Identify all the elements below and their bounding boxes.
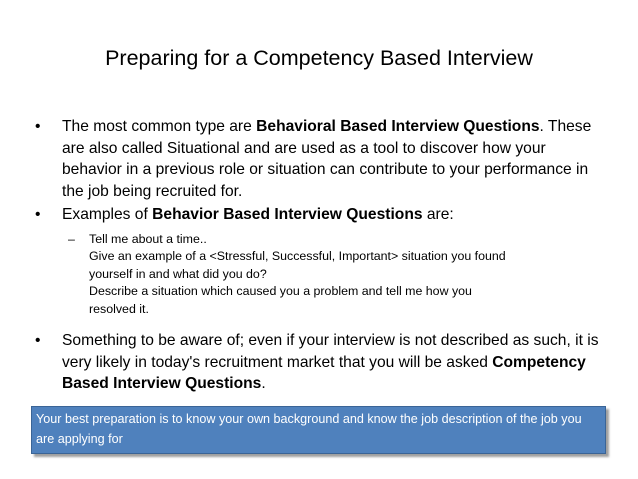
sub-bullet-examples (68, 231, 599, 318)
bullet-text-post: . These are also called Situational and are used as a tool to discover how your behavior in a previous role or situation can contribute to your performance in the job being recruited for. (62, 118, 592, 200)
bullet-icon: • (35, 206, 41, 223)
sub-bullet-line: resolved it. (89, 301, 149, 316)
sub-bullet-line: Give an example of a <Stressful, Successful, Important> situation you found (89, 249, 506, 264)
dash-icon: – (68, 232, 75, 246)
bullet-text-pre: Examples of (62, 206, 153, 223)
bullet-text-pre: The most common type are (62, 118, 257, 135)
bullet-item-awareness (35, 330, 607, 395)
sub-bullet-line: yourself in and what did you do? (89, 266, 267, 281)
bullet-icon: • (35, 118, 41, 135)
bullet-icon: • (35, 332, 41, 349)
sub-bullet-line: Describe a situation which caused you a problem and tell me how you (89, 284, 472, 299)
bullet-text-bold: Behavioral Based Interview Questions (256, 118, 540, 135)
bullet-item-behavioral (35, 116, 607, 202)
sub-bullet-line: Tell me about a time.. (89, 232, 207, 246)
note-callout-box: Your best preparation is to know your own background and know the job description of the job you are applying for (31, 406, 606, 454)
bullet-item-examples (35, 204, 607, 226)
bullet-text-post: . (261, 375, 266, 392)
bullet-text-post: are: (422, 206, 454, 223)
bullet-text-bold: Competency Based Interview Questions (62, 353, 586, 392)
slide-title: Preparing for a Competency Based Interview (105, 46, 533, 70)
bullet-text-pre: Something to be aware of; even if your interview is not described as such, it is very likely in today's recruitment market that you will be asked (62, 332, 599, 371)
bullet-text-bold: Behavior Based Interview Questions (152, 206, 423, 223)
